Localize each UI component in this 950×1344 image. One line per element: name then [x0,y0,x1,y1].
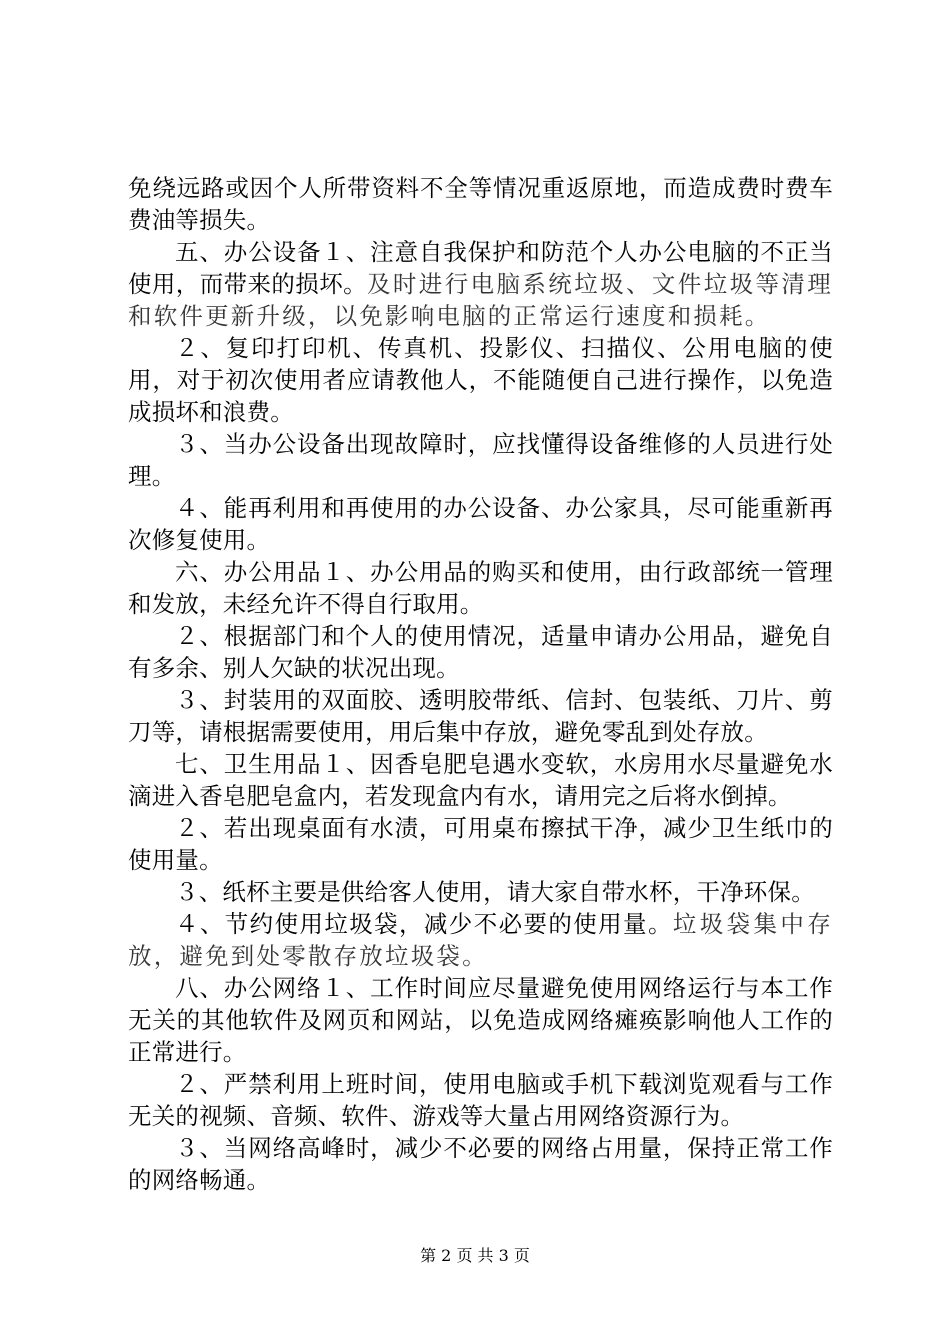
paragraph-text: 垃圾袋集中存放，避免到处零散存放垃圾袋。 [128,910,834,970]
paragraph-text: ４、能再利用和再使用的办公设备、办公家具，尽可能重新再次修复使用。 [128,494,833,554]
paragraph [128,876,833,908]
paragraph [128,748,833,812]
paragraph [128,172,833,236]
paragraph [128,684,833,748]
paragraph-text: ４、节约使用垃圾袋，减少不必要的使用量。 [175,910,673,938]
paragraph-text: ３、纸杯主要是供给客人使用，请大家自带水杯，干净环保。 [175,878,815,906]
paragraph [128,428,833,492]
paragraph [128,236,833,332]
paragraph-text: 七、卫生用品１、因香皂肥皂遇水变软，水房用水尽量避免水滴进入香皂肥皂盒内，若发现盒内有水，请用完之后将水倒掉。 [128,750,833,810]
paragraph-text: 八、办公网络１、工作时间应尽量避免使用网络运行与本工作无关的其他软件及网页和网站，以免造成网络瘫痪影响他人工作的正常进行。 [128,974,833,1066]
paragraph-text: 六、办公用品１、办公用品的购买和使用，由行政部统一管理和发放，未经允许不得自行取用。 [128,558,833,618]
paragraph-text: ２、复印打印机、传真机、投影仪、扫描仪、公用电脑的使用，对于初次使用者应请教他人，不能随便自己进行操作，以免造成损坏和浪费。 [128,334,833,426]
paragraph [128,972,833,1068]
paragraph-text: ３、当办公设备出现故障时，应找懂得设备维修的人员进行处理。 [128,430,833,490]
paragraph-text: ２、根据部门和个人的使用情况，适量申请办公用品，避免自有多余、别人欠缺的状况出现。 [128,622,833,682]
paragraph-text: 及时进行电脑系统垃圾、文件垃圾等清理和软件更新升级，以免影响电脑的正常运行速度和损耗。 [128,270,833,330]
paragraph [128,812,833,876]
paragraph [128,492,833,556]
paragraph-text: ２、严禁利用上班时间，使用电脑或手机下载浏览观看与工作无关的视频、音频、软件、游戏等大量占用网络资源行为。 [128,1070,833,1130]
page-footer: 第 2 页 共 3 页 [420,1246,530,1265]
paragraph [128,1132,833,1196]
paragraph-text: ２、若出现桌面有水渍，可用桌布擦拭干净，减少卫生纸巾的使用量。 [128,814,833,874]
paragraph [128,556,833,620]
paragraph [128,1068,833,1132]
paragraph-text: 五、办公设备１、注意自我保护和防范个人办公电脑的不正当使用，而带来的损坏。 [128,238,833,298]
paragraph-text: ３、封装用的双面胶、透明胶带纸、信封、包装纸、刀片、剪刀等，请根据需要使用，用后集中存放，避免零乱到处存放。 [128,686,833,746]
paragraph [128,332,833,428]
paragraph-text: 免绕远路或因个人所带资料不全等情况重返原地，而造成费时费车费油等损失。 [128,174,833,234]
paragraph [128,908,833,972]
body-text [128,172,833,1196]
paragraph-text: ３、当网络高峰时，减少不必要的网络占用量，保持正常工作的网络畅通。 [128,1134,833,1194]
paragraph [128,620,833,684]
